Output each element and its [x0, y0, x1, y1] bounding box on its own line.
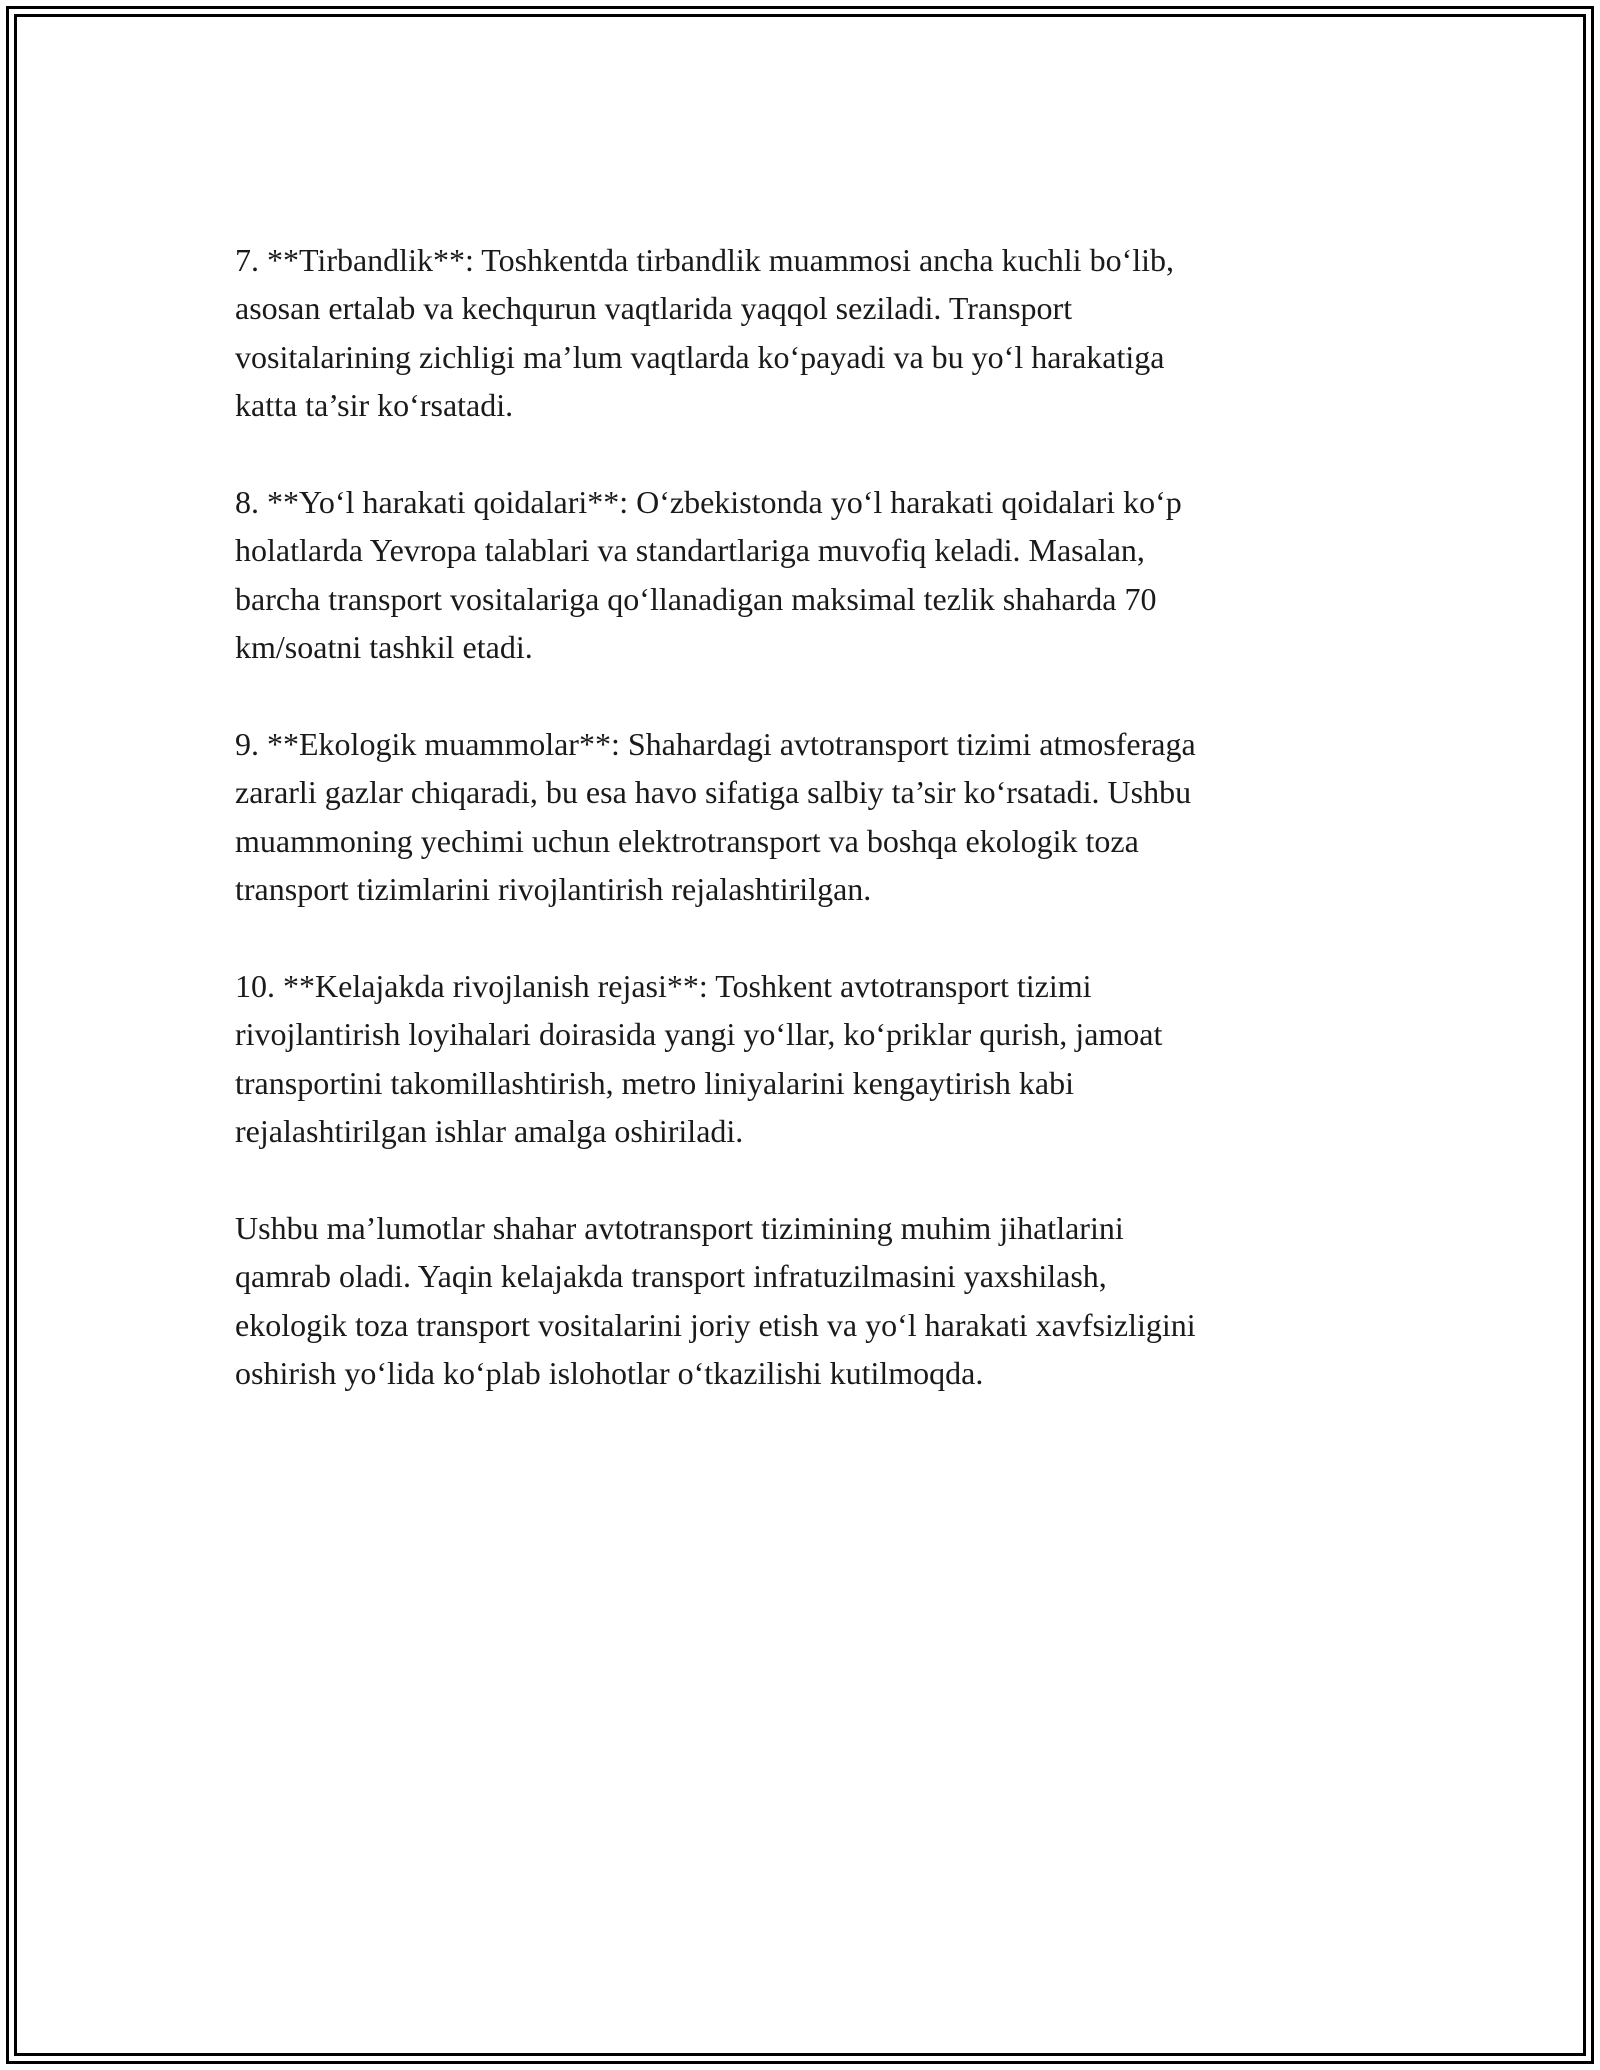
text-line: rejalashtirilgan ishlar amalga oshiriladi.: [235, 1113, 744, 1150]
paragraph-yol-harakati-qoidalari: [235, 478, 1365, 672]
text-line: 7. **Tirbandlik**: Toshkentda tirbandlik muammosi ancha kuchli bo‘lib,: [235, 242, 1174, 278]
text-line: 10. **Kelajakda rivojlanish rejasi**: Toshkent avtotransport tizimi: [235, 968, 1092, 1005]
text-line: barcha transport vositalariga qo‘llanadigan maksimal tezlik shaharda 70: [235, 580, 1157, 617]
text-line: asosan ertalab va kechqurun vaqtlarida yaqqol seziladi. Transport: [235, 290, 1073, 327]
text-line: katta ta’sir ko‘rsatadi.: [235, 387, 514, 424]
paragraph-conclusion: [235, 1204, 1365, 1398]
paragraph-tirbandlik: [235, 236, 1365, 430]
text-line: zararli gazlar chiqaradi, bu esa havo sifatiga salbiy ta’sir ko‘rsatadi. Ushbu: [235, 774, 1192, 811]
text-line: qamrab oladi. Yaqin kelajakda transport infratuzilmasini yaxshilash,: [235, 1258, 1107, 1295]
text-line: km/soatni tashkil etadi.: [235, 629, 533, 666]
text-line: rivojlantirish loyihalari doirasida yangi yo‘llar, ko‘priklar qurish, jamoat: [235, 1016, 1163, 1053]
text-line: 8. **Yo‘l harakati qoidalari**: O‘zbekistonda yo‘l harakati qoidalari ko‘p: [235, 484, 1182, 521]
text-line: 9. **Ekologik muammolar**: Shahardagi avtotransport tizimi atmosferaga: [235, 726, 1196, 763]
text-line: oshirish yo‘lida ko‘plab islohotlar o‘tkazilishi kutilmoqda.: [235, 1355, 984, 1392]
document-body: [235, 236, 1365, 1446]
text-line: holatlarda Yevropa talablari va standartlariga muvofiq keladi. Masalan,: [235, 532, 1145, 569]
text-line: muammoning yechimi uchun elektrotransport va boshqa ekologik toza: [235, 822, 1139, 859]
paragraph-kelajakda-rivojlanish-rejasi: [235, 962, 1365, 1156]
text-line: Ushbu ma’lumotlar shahar avtotransport tizimining muhim jihatlarini: [235, 1210, 1124, 1247]
text-line: transport tizimlarini rivojlantirish rejalashtirilgan.: [235, 871, 872, 908]
text-line: ekologik toza transport vositalarini joriy etish va yo‘l harakati xavfsizligini: [235, 1306, 1196, 1343]
paragraph-ekologik-muammolar: [235, 720, 1365, 914]
text-line: transportini takomillashtirish, metro liniyalarini kengaytirish kabi: [235, 1064, 1074, 1101]
text-line: vositalarining zichligi ma’lum vaqtlarda ko‘payadi va bu yo‘l harakatiga: [235, 338, 1165, 375]
